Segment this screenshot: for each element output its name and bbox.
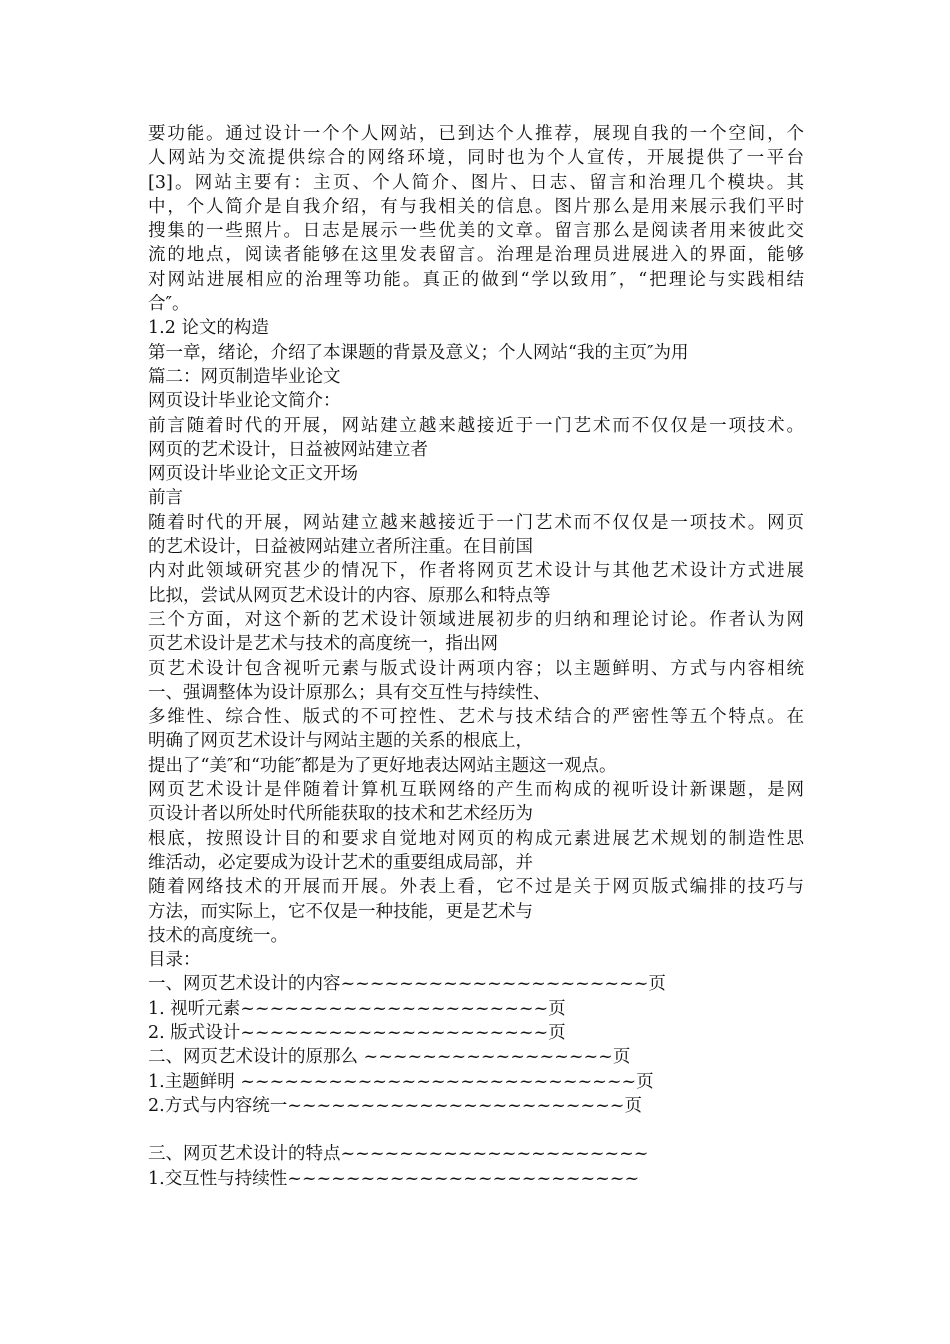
text-line: 比拟，尝试从网页艺术设计的内容、原那么和特点等 — [148, 585, 551, 606]
text-line: 网页的艺术设计，日益被网站建立者 — [148, 439, 428, 460]
text-line: 多维性、综合性、版式的不可控性、艺术与技术结合的严密性等五个特点。在 — [148, 707, 804, 728]
text-line: 中，个人简介是自我介绍，有与我相关的信息。图片那么是用来展示我们平时 — [148, 196, 804, 217]
text-line: 前言随着时代的开展，网站建立越来越接近于一门艺术而不仅仅是一项技术。 — [148, 415, 804, 436]
text-line: 1.主题鲜明 ~~~~~~~~~~~~~~~~~~~~~~~~~~~页 — [148, 1071, 654, 1092]
text-line: 网页设计毕业论文简介： — [148, 391, 341, 412]
text-line: 一、强调整体为设计原那么；具有交互性与持续性、 — [148, 682, 551, 703]
text-line: 网页艺术设计是伴随着计算机互联网络的产生而构成的视听设计新课题，是网 — [148, 780, 804, 801]
text-line: 1. 视听元素~~~~~~~~~~~~~~~~~~~~~页 — [148, 998, 566, 1019]
text-line: 的艺术设计，日益被网站建立者所注重。在目前国 — [148, 537, 533, 558]
text-line: 三个方面，对这个新的艺术设计领域进展初步的归纳和理论讨论。作者认为网 — [148, 609, 804, 630]
text-line: 1.交互性与持续性~~~~~~~~~~~~~~~~~~~~~~~~ — [148, 1168, 640, 1189]
text-line: 维活动，必定要成为设计艺术的重要组成局部，并 — [148, 852, 533, 873]
text-line: 篇二：网页制造毕业论文 — [148, 366, 341, 387]
text-line: 一、网页艺术设计的内容~~~~~~~~~~~~~~~~~~~~~页 — [148, 974, 666, 995]
text-line: 2.方式与内容统一~~~~~~~~~~~~~~~~~~~~~~~页 — [148, 1095, 642, 1116]
text-line: 要功能。通过设计一个个人网站，已到达个人推荐，展现自我的一个空间，个 — [148, 124, 804, 144]
text-line: 明确了网页艺术设计与网站主题的关系的根底上， — [148, 731, 533, 752]
document-body — [148, 122, 804, 1191]
blank-line — [148, 1118, 804, 1142]
text-line: 1.2 论文的构造 — [148, 318, 269, 339]
text-line: 人网站为交流提供综合的网络环境，同时也为个人宣传，开展提供了一平台 — [148, 148, 804, 169]
text-line: 网页设计毕业论文正文开场 — [148, 464, 358, 485]
text-line: 前言 — [148, 488, 183, 509]
text-line: 内对此领域研究甚少的情况下，作者将网页艺术设计与其他艺术设计方式进展 — [148, 561, 804, 582]
text-line: 页艺术设计包含视听元素与版式设计两项内容；以主题鲜明、方式与内容相统 — [148, 658, 804, 679]
text-line: 2. 版式设计~~~~~~~~~~~~~~~~~~~~~页 — [148, 1022, 566, 1043]
text-line: [3]。网站主要有：主页、个人简介、图片、日志、留言和治理几个模块。其 — [148, 172, 804, 193]
text-line: 页艺术设计是艺术与技术的高度统一，指出网 — [148, 634, 498, 655]
text-line: 对网站进展相应的治理等功能。真正的做到“学以致用″，“把理论与实践相结 — [148, 269, 804, 290]
text-line: 流的地点，阅读者能够在这里发表留言。治理是治理员进展进入的界面，能够 — [148, 245, 804, 266]
text-line: 技术的高度统一。 — [148, 925, 288, 946]
text-line: 根底，按照设计目的和要求自觉地对网页的构成元素进展艺术规划的制造性思 — [148, 828, 804, 849]
text-line: 合″。 — [148, 294, 190, 315]
text-line: 页设计者以所处时代所能获取的技术和艺术经历为 — [148, 804, 533, 825]
text-line: 提出了“美″和“功能″都是为了更好地表达网站主题这一观点。 — [148, 755, 617, 776]
text-line: 目录： — [148, 950, 201, 971]
text-line: 第一章，绪论，介绍了本课题的背景及意义；个人网站“我的主页″为用 — [148, 342, 689, 363]
text-line: 搜集的一些照片。日志是展示一些优美的文章。留言那么是阅读者用来彼此交 — [148, 221, 804, 242]
text-line: 随着网络技术的开展而开展。外表上看，它不过是关于网页版式编排的技巧与 — [148, 877, 804, 898]
text-line: 随着时代的开展，网站建立越来越接近于一门艺术而不仅仅是一项技术。网页 — [148, 512, 804, 533]
text-line: 方法，而实际上，它不仅是一种技能，更是艺术与 — [148, 901, 533, 922]
text-line: 二、网页艺术设计的原那么 ~~~~~~~~~~~~~~~~~页 — [148, 1047, 631, 1068]
text-line: 三、网页艺术设计的特点~~~~~~~~~~~~~~~~~~~~~ — [148, 1144, 649, 1165]
